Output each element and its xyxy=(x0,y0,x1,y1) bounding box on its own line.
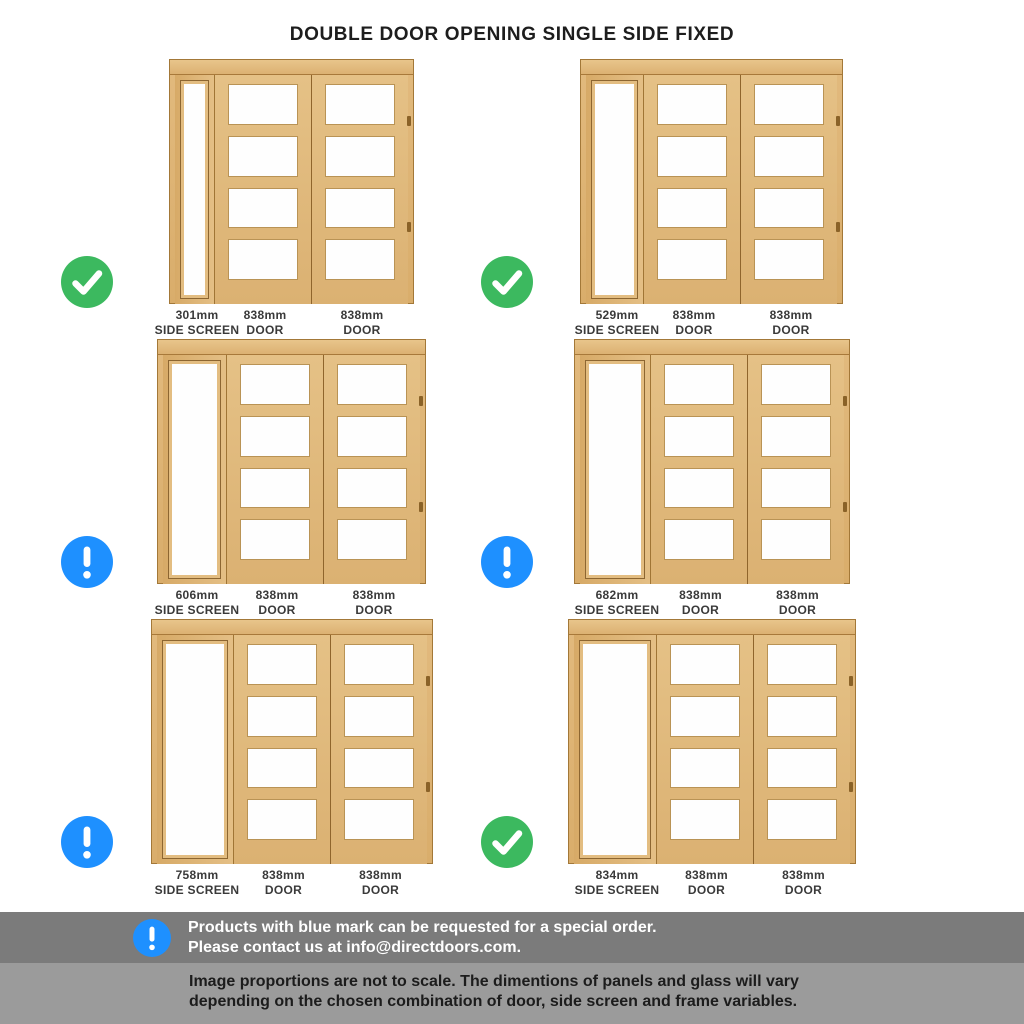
glass-pane xyxy=(657,136,727,177)
side-screen-label xyxy=(574,308,660,338)
glass-pane xyxy=(337,468,407,509)
door-panel-right xyxy=(323,355,420,584)
glass-pane xyxy=(247,696,317,737)
hinge-icon xyxy=(836,116,840,126)
figure-row-3 xyxy=(0,618,1024,898)
left-door-label xyxy=(646,308,743,338)
glass-pane xyxy=(337,519,407,560)
frame-body xyxy=(152,635,432,864)
door-frame-unit xyxy=(157,339,426,584)
side-screen-frame xyxy=(591,80,638,299)
dimension-value: 838mm xyxy=(359,868,402,882)
component-name: SIDE SCREEN xyxy=(154,323,240,337)
frame-header xyxy=(158,340,425,355)
hinge-icon xyxy=(407,116,411,126)
dimension-labels xyxy=(154,308,411,338)
side-screen-label xyxy=(576,868,658,898)
glass-pane xyxy=(761,468,831,509)
component-name: DOOR xyxy=(264,883,303,897)
hinge-icon xyxy=(836,222,840,232)
side-screen-glass xyxy=(166,644,224,855)
dimension-value: 529mm xyxy=(595,308,639,322)
component-name: SIDE SCREEN xyxy=(154,603,240,617)
hinge-icon xyxy=(407,222,411,232)
door-frame-unit xyxy=(151,619,433,864)
exclamation-icon xyxy=(61,816,113,868)
frame-body xyxy=(581,75,842,304)
side-screen-glass xyxy=(172,364,217,575)
hinge-icon xyxy=(419,396,423,406)
right-door-label xyxy=(326,588,423,618)
component-name: SIDE SCREEN xyxy=(574,323,660,337)
dimension-value: 838mm xyxy=(769,308,813,322)
door-configuration-figure xyxy=(455,618,875,898)
special-order-notice-bar xyxy=(0,912,1024,963)
door-unit-wrapper xyxy=(113,619,455,898)
hinge-icon xyxy=(426,676,430,686)
side-screen-frame xyxy=(579,640,651,859)
door-panel-left xyxy=(656,635,753,864)
dimension-value: 606mm xyxy=(175,588,219,602)
hinge-icon xyxy=(849,782,853,792)
glass-pane xyxy=(754,136,824,177)
dimension-value: 838mm xyxy=(243,308,287,322)
glass-pane xyxy=(761,364,831,405)
side-screen-frame xyxy=(168,360,221,579)
glass-pane xyxy=(344,799,414,840)
door-unit-wrapper xyxy=(113,339,455,618)
glass-pane xyxy=(247,748,317,789)
component-name: DOOR xyxy=(246,323,284,337)
left-door-label xyxy=(229,588,326,618)
component-name: SIDE SCREEN xyxy=(154,883,240,897)
dimension-value: 838mm xyxy=(672,308,716,322)
hinge-icon xyxy=(843,396,847,406)
glass-pane xyxy=(664,364,734,405)
side-screen-panel xyxy=(163,355,226,584)
glass-pane xyxy=(657,84,727,125)
glass-pane xyxy=(761,519,831,560)
door-panel-right xyxy=(753,635,850,864)
door-frame-unit xyxy=(574,339,850,584)
dimension-labels xyxy=(574,308,840,338)
glass-pane xyxy=(228,188,298,229)
notice-line: Please contact us at info@directdoors.com. xyxy=(188,938,522,956)
hinge-icon xyxy=(419,502,423,512)
right-door-label xyxy=(749,588,846,618)
special-order-notice-text xyxy=(188,918,657,958)
glass-pane xyxy=(670,748,740,789)
hinge-icon xyxy=(843,502,847,512)
status-icon xyxy=(61,536,113,588)
glass-pane xyxy=(337,416,407,457)
component-name: DOOR xyxy=(778,603,817,617)
right-door-label xyxy=(743,308,840,338)
status-icon xyxy=(481,536,533,588)
right-door-label xyxy=(314,308,411,338)
door-panel-right xyxy=(747,355,844,584)
side-screen-panel xyxy=(175,75,214,304)
exclamation-icon xyxy=(133,919,171,957)
door-configuration-figure xyxy=(35,618,455,898)
exclamation-icon xyxy=(133,919,171,957)
door-configuration-figure xyxy=(455,58,875,338)
frame-body xyxy=(158,355,425,584)
glass-pane xyxy=(240,364,310,405)
side-screen-label xyxy=(154,868,240,898)
disclaimer-line: Image proportions are not to scale. The dimentions of panels and glass will vary xyxy=(189,973,799,990)
frame-body xyxy=(575,355,849,584)
door-unit-wrapper xyxy=(533,619,875,898)
left-door-label xyxy=(235,868,332,898)
glass-pane xyxy=(240,468,310,509)
check-icon xyxy=(481,816,533,868)
door-panel-left xyxy=(226,355,323,584)
component-name: DOOR xyxy=(681,603,720,617)
glass-pane xyxy=(664,416,734,457)
glass-pane xyxy=(664,468,734,509)
glass-pane xyxy=(240,519,310,560)
door-frame-unit xyxy=(580,59,843,304)
glass-pane xyxy=(670,644,740,685)
side-screen-label xyxy=(574,588,660,618)
status-icon xyxy=(61,816,113,868)
side-screen-panel xyxy=(580,355,650,584)
dimension-value: 301mm xyxy=(175,308,219,322)
glass-pane xyxy=(767,696,837,737)
side-screen-frame xyxy=(585,360,645,579)
door-configuration-figure xyxy=(35,338,455,618)
side-screen-glass xyxy=(589,364,641,575)
glass-pane xyxy=(754,239,824,280)
side-screen-glass xyxy=(583,644,647,855)
glass-pane xyxy=(754,84,824,125)
glass-pane xyxy=(344,644,414,685)
glass-pane xyxy=(325,84,395,125)
side-screen-frame xyxy=(162,640,228,859)
hinge-icon xyxy=(849,676,853,686)
side-screen-frame xyxy=(180,80,209,299)
dimension-value: 758mm xyxy=(175,868,219,882)
dimension-labels xyxy=(154,868,429,898)
exclamation-icon xyxy=(61,536,113,588)
door-panel-right xyxy=(311,75,408,304)
side-screen-glass xyxy=(595,84,634,295)
frame-body xyxy=(569,635,855,864)
glass-pane xyxy=(325,239,395,280)
door-panel-right xyxy=(740,75,837,304)
dimension-value: 838mm xyxy=(685,868,728,882)
frame-header xyxy=(581,60,842,75)
glass-pane xyxy=(240,416,310,457)
glass-pane xyxy=(325,188,395,229)
left-door-label xyxy=(658,868,755,898)
glass-pane xyxy=(657,239,727,280)
glass-pane xyxy=(670,696,740,737)
glass-pane xyxy=(670,799,740,840)
figure-grid xyxy=(0,58,1024,898)
hinge-icon xyxy=(426,782,430,792)
dimension-value: 838mm xyxy=(340,308,384,322)
glass-pane xyxy=(767,644,837,685)
component-name: DOOR xyxy=(687,883,726,897)
glass-pane xyxy=(247,644,317,685)
component-name: DOOR xyxy=(355,603,393,617)
glass-pane xyxy=(657,188,727,229)
side-screen-panel xyxy=(574,635,656,864)
right-door-label xyxy=(755,868,852,898)
dimension-value: 838mm xyxy=(255,588,299,602)
page-title: DOUBLE DOOR OPENING SINGLE SIDE FIXED xyxy=(289,24,735,45)
check-icon xyxy=(481,256,533,308)
frame-header xyxy=(569,620,855,635)
door-configuration-figure xyxy=(35,58,455,338)
dimension-labels xyxy=(574,588,846,618)
glass-pane xyxy=(767,799,837,840)
door-frame-unit xyxy=(568,619,856,864)
component-name: DOOR xyxy=(784,883,823,897)
glass-pane xyxy=(344,696,414,737)
glass-pane xyxy=(337,364,407,405)
component-name: DOOR xyxy=(675,323,713,337)
disclaimer-bar xyxy=(0,963,1024,1024)
frame-header xyxy=(170,60,413,75)
glass-pane xyxy=(664,519,734,560)
dimension-value: 838mm xyxy=(782,868,825,882)
component-name: DOOR xyxy=(258,603,296,617)
side-screen-panel xyxy=(586,75,643,304)
dimension-labels xyxy=(571,868,852,898)
check-icon xyxy=(61,256,113,308)
side-screen-label xyxy=(154,308,240,338)
component-name: SIDE SCREEN xyxy=(574,883,660,897)
dimension-value: 682mm xyxy=(595,588,639,602)
side-screen-label xyxy=(154,588,240,618)
status-icon xyxy=(61,256,113,308)
glass-pane xyxy=(767,748,837,789)
door-unit-wrapper xyxy=(113,59,455,338)
door-unit-wrapper xyxy=(533,339,875,618)
dimension-value: 838mm xyxy=(262,868,305,882)
door-panel-left xyxy=(233,635,330,864)
door-panel-right xyxy=(330,635,427,864)
component-name: DOOR xyxy=(343,323,381,337)
disclaimer-line: depending on the chosen combination of door, side screen and frame variables. xyxy=(189,993,798,1010)
glass-pane xyxy=(344,748,414,789)
glass-pane xyxy=(247,799,317,840)
dimension-value: 838mm xyxy=(776,588,819,602)
door-panel-left xyxy=(643,75,740,304)
status-icon xyxy=(481,256,533,308)
side-screen-panel xyxy=(157,635,233,864)
glass-pane xyxy=(228,136,298,177)
glass-pane xyxy=(754,188,824,229)
right-door-label xyxy=(332,868,429,898)
glass-pane xyxy=(761,416,831,457)
glass-pane xyxy=(228,239,298,280)
component-name: DOOR xyxy=(772,323,810,337)
door-frame-unit xyxy=(169,59,414,304)
door-panel-left xyxy=(650,355,747,584)
frame-header xyxy=(152,620,432,635)
door-unit-wrapper xyxy=(533,59,875,338)
figure-row-1 xyxy=(0,58,1024,338)
component-name: DOOR xyxy=(361,883,400,897)
exclamation-icon xyxy=(481,536,533,588)
dimension-value: 838mm xyxy=(679,588,722,602)
door-panel-left xyxy=(214,75,311,304)
component-name: SIDE SCREEN xyxy=(574,603,660,617)
left-door-label xyxy=(652,588,749,618)
door-configuration-figure xyxy=(455,338,875,618)
frame-header xyxy=(575,340,849,355)
glass-pane xyxy=(325,136,395,177)
dimension-value: 834mm xyxy=(595,868,639,882)
left-door-label xyxy=(217,308,314,338)
side-screen-glass xyxy=(184,84,205,295)
notice-line: Products with blue mark can be requested for a special order. xyxy=(188,918,657,936)
dimension-value: 838mm xyxy=(352,588,396,602)
frame-body xyxy=(170,75,413,304)
dimension-labels xyxy=(154,588,423,618)
status-icon xyxy=(481,816,533,868)
figure-row-2 xyxy=(0,338,1024,618)
glass-pane xyxy=(228,84,298,125)
